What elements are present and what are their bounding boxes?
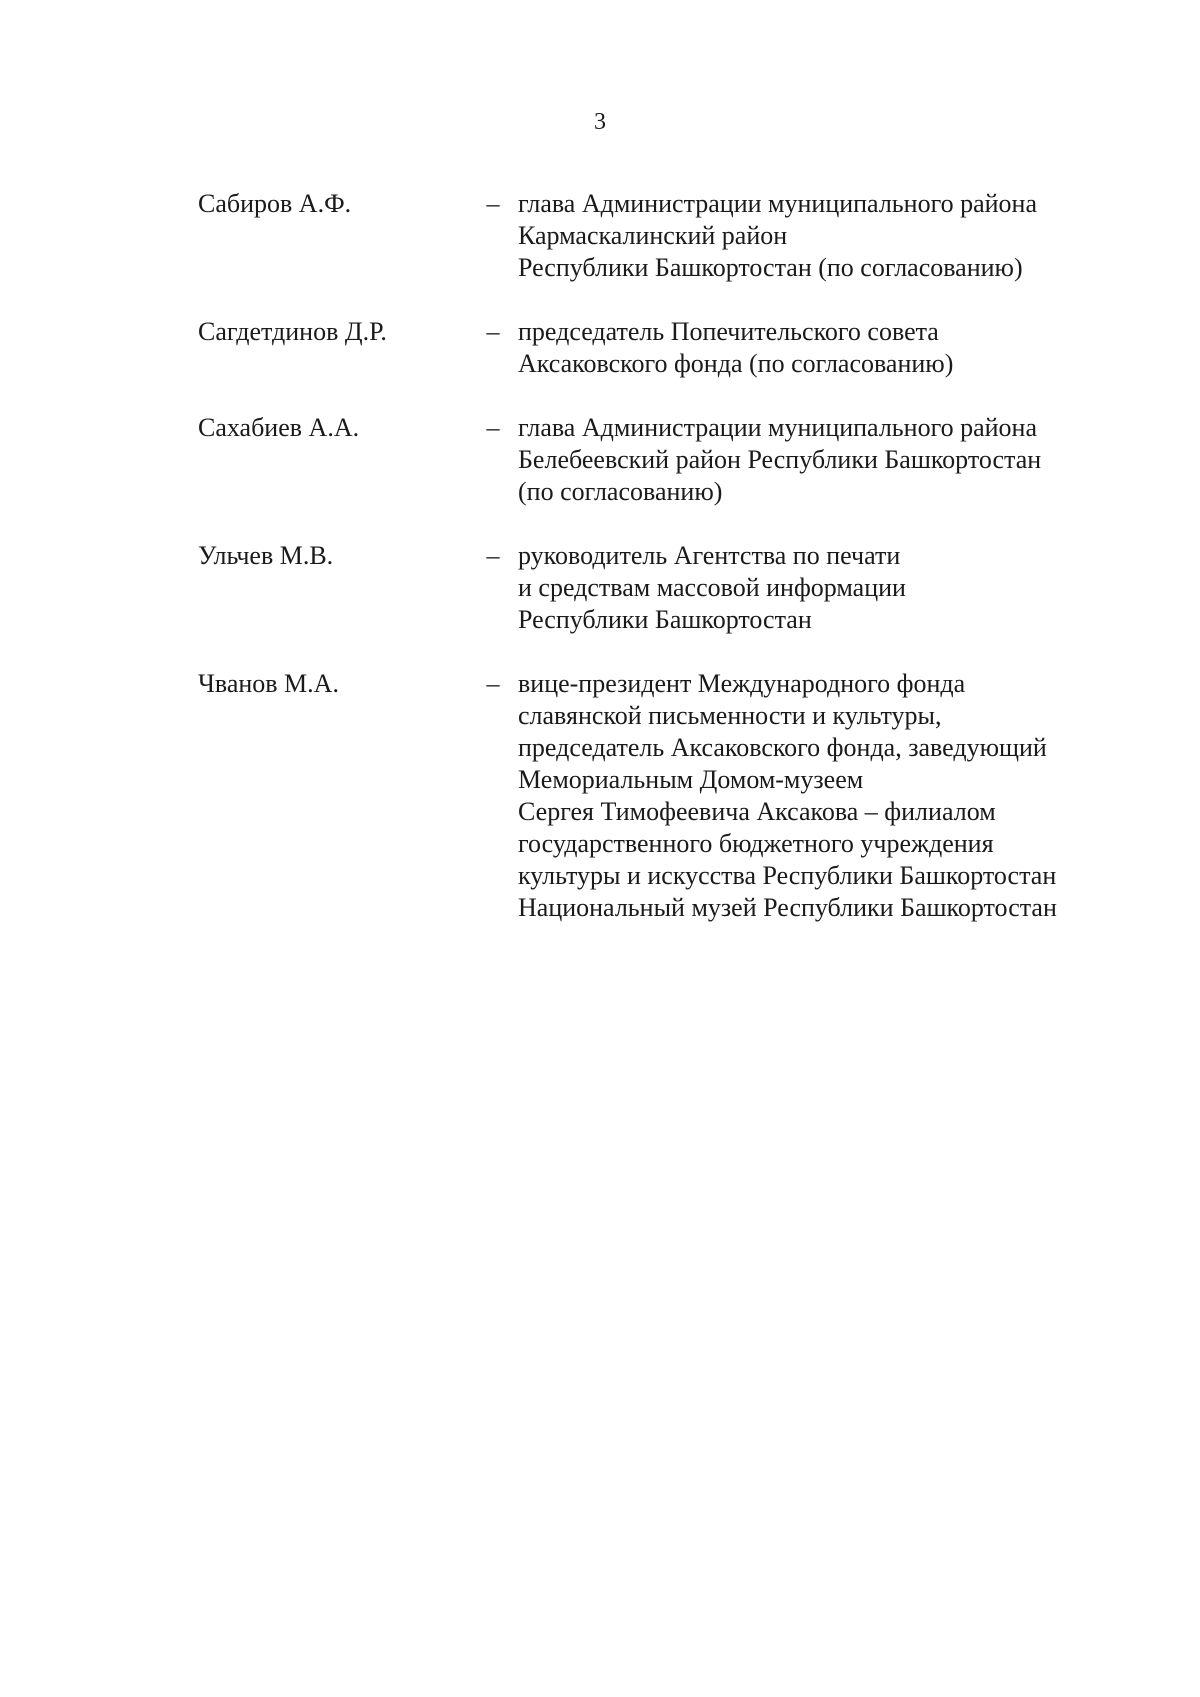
member-dash: – [486,317,500,346]
member-role-line: председатель Попечительского совета [518,317,939,346]
member-dash: – [486,669,500,698]
member-role-line: Мемориальным Домом-музеем [518,765,864,794]
member-role [518,540,1128,636]
member-entry [198,188,1128,284]
member-role-line: Республики Башкортостан (по согласованию) [518,253,1023,282]
member-role-line: (по согласованию) [518,477,723,506]
member-role-line: славянской письменности и культуры, [518,701,942,730]
page-number: 3 [594,109,606,135]
member-role [518,668,1128,924]
member-name: Сахабиев А.А. [198,413,360,442]
member-role-line: Республики Башкортостан [518,605,812,634]
member-role [518,412,1128,508]
member-dash: – [486,541,500,570]
member-role-line: государственного бюджетного учреждения [518,829,994,858]
member-name: Чванов М.А. [198,669,339,698]
member-name: Сабиров А.Ф. [198,189,352,218]
member-entry [198,668,1128,924]
member-role-line: Аксаковского фонда (по согласованию) [518,349,954,378]
member-name: Сагдетдинов Д.Р. [198,317,387,346]
members-list [198,188,1128,956]
member-name: Ульчев М.В. [198,541,334,570]
member-role-line: председатель Аксаковского фонда, заведующий [518,733,1047,762]
member-role-line: Белебеевский район Республики Башкортостан [518,445,1042,474]
member-role-line: глава Администрации муниципального района [518,189,1037,218]
member-role [518,316,1128,380]
member-role-line: культуры и искусства Республики Башкортостан [518,861,1057,890]
member-role-line: Национальный музей Республики Башкортостан [518,893,1057,922]
member-role-line: вице-президент Международного фонда [518,669,966,698]
member-role-line: руководитель Агентства по печати [518,541,901,570]
member-entry [198,412,1128,508]
member-role [518,188,1128,284]
member-role-line: Кармаскалинский район [518,221,788,250]
member-role-line: и средствам массовой информации [518,573,906,602]
member-entry [198,316,1128,380]
member-role-line: Сергея Тимофеевича Аксакова – филиалом [518,797,996,826]
member-entry [198,540,1128,636]
member-dash: – [486,189,500,218]
member-dash: – [486,413,500,442]
member-role-line: глава Администрации муниципального района [518,413,1037,442]
